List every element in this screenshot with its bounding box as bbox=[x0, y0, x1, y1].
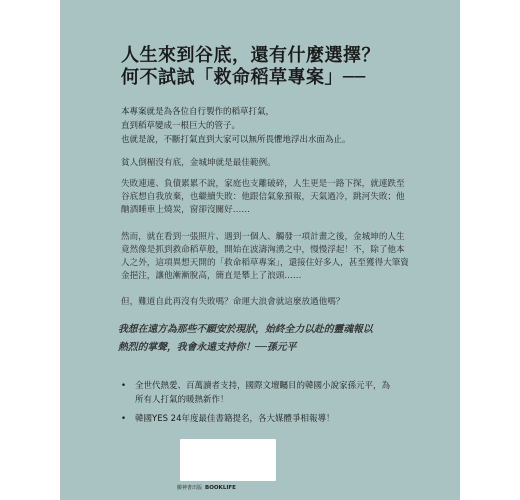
intro-text bbox=[121, 105, 406, 147]
bullet-dot-icon: • bbox=[121, 414, 127, 424]
author-quote bbox=[118, 321, 418, 357]
synopsis-line: 貧人倒楣沒有底，金城坤就是最佳範例。 bbox=[121, 158, 276, 168]
barcode-area bbox=[180, 439, 276, 481]
synopsis-paragraph-1 bbox=[121, 157, 411, 170]
book-back-cover bbox=[60, 0, 460, 500]
headline-line-2: 何不試試「救命稻草專案」── bbox=[121, 67, 366, 88]
quote-line: 熱烈的掌聲，我會永遠支持你！──孫元平 bbox=[118, 342, 297, 353]
synopsis-paragraph-4 bbox=[121, 296, 411, 309]
bullet-row bbox=[121, 379, 421, 393]
synopsis-line: 酗酒睡車上燒炭，窗卻沒關好…… bbox=[121, 205, 250, 215]
synopsis-line: 但，難道自此再沒有失敗嗎？命運大浪會就這麼放過他嗎？ bbox=[121, 297, 345, 307]
bullet-row bbox=[121, 412, 421, 426]
bullet-dot-icon: • bbox=[121, 381, 127, 391]
promo-bullet-2 bbox=[121, 412, 421, 426]
headline-line-1: 人生來到谷底，還有什麼選擇？ bbox=[121, 45, 380, 66]
synopsis-line: 竟然像是抓到救命稻草般，開始在波濤洶湧之中，慢慢浮起！不，除了他本 bbox=[121, 245, 405, 255]
synopsis-line: 然而，就在看到一張照片、遇到一個人、觸發一項計畫之後，金城坤的人生 bbox=[121, 232, 405, 242]
synopsis-paragraph-2 bbox=[121, 178, 411, 217]
synopsis-paragraph-3 bbox=[121, 231, 411, 283]
bullet-row bbox=[121, 393, 421, 407]
bullet-text: 全世代熱愛、百萬讀者支持，國際文壇矚目的韓國小說家孫元平，為 bbox=[135, 381, 391, 391]
quote-line: 我想在遠方為那些不願安於現狀，始終全力以赴的靈魂報以 bbox=[118, 324, 373, 335]
intro-line: 直到稻草變成一根巨大的管子。 bbox=[121, 121, 241, 131]
publisher-name: 臉神書出版 bbox=[177, 485, 203, 491]
publisher-logo bbox=[177, 484, 236, 491]
synopsis-line: 谷底想自我放棄，也繼續失敗：他跟信氣象預報，天氣過冷，跳河失敗；他 bbox=[121, 192, 405, 202]
synopsis-line: 失敗連連、負債累累不說，家庭也支離破碎，人生更是一路下探，就連跌至 bbox=[121, 179, 405, 189]
intro-line: 本專案就是為各位自行製作的稻草打氣， bbox=[121, 107, 275, 117]
promo-bullet-1 bbox=[121, 379, 421, 407]
bullet-text: 韓國YES 24年度最佳書籍提名，各大媒體爭相報導！ bbox=[135, 414, 335, 424]
bullet-text: 所有人打氣的暖熱新作！ bbox=[135, 395, 229, 405]
intro-line: 也就是說，不斷打氣直到大家可以無所畏懼地浮出水面為止。 bbox=[121, 135, 351, 145]
synopsis-line: 金挹注，讓他漸漸脫高，簡直是攀上了浪頭…… bbox=[121, 271, 302, 281]
synopsis-line: 人之外，這項異想天開的「救命稻草專案」，還接住好多人，甚至獲得大筆資 bbox=[121, 258, 409, 268]
imprint-name: BOOKLIFE bbox=[205, 485, 236, 491]
